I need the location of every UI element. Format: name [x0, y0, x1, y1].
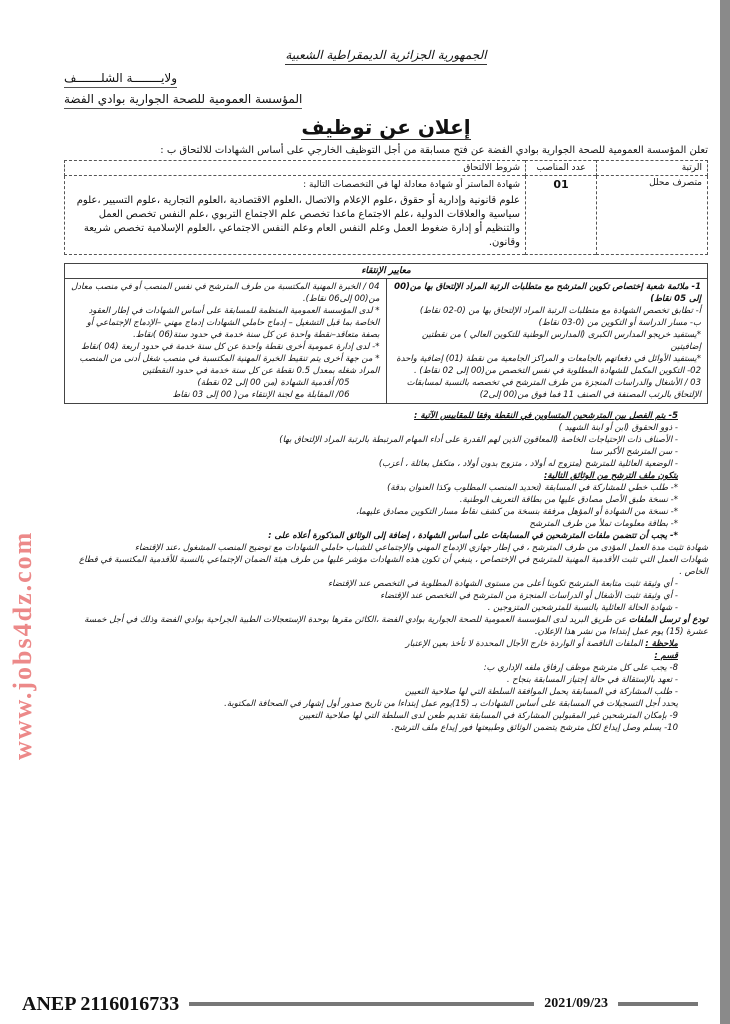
footer-rule — [618, 1002, 698, 1006]
jobs-table — [64, 160, 708, 255]
grade-cell: متصرف محلل — [597, 176, 708, 255]
criteria-item: *- لدى إدارة عمومية أخرى نقطة واحدة عن كل سنة خدمة في حدود اربعة (04 )نقاط — [81, 342, 380, 352]
section-label: قسم : — [654, 651, 678, 661]
criteria-item: ب- مسار الدراسة أو التكوين من (0-03 نقاط) — [538, 318, 701, 328]
page-title: إعلان عن توظيف — [301, 115, 471, 139]
criteria-item: الإلتحاق بالرتب المصنفة في الصنف 11 فما فوق من(00 إلى2) — [479, 390, 701, 400]
tiebreak-item: - الوضعية العائلية للمترشح (متزوج له أولاد ، متزوج بدون أولاد ، متكفل بعائلة ، أعزب) — [378, 459, 678, 469]
document-item: *- بطاقة معلومات تملأ من طرف المترشح — [529, 519, 678, 529]
footer-rule — [189, 1002, 534, 1006]
final-item: 8- يجب على كل مترشح موظف إرفاق ملفه الإداري ب: — [483, 663, 678, 673]
final-item: 10- يسلم وصل إيداع لكل مترشح يتضمن الوثائق وطبيعتها فور إيداع ملف الترشح. — [391, 723, 678, 733]
criteria-item: * من جهة أخرى يتم تنقيط الخبرة المهنية المكتسبة في منصب شغل أدنى من المنصب المراد شغله بمعدل 0.5 نقطة عن كل سنة خدمة في حدود النقطتين — [79, 354, 380, 376]
tiebreak-item: - سن المترشح الأكبر سنا — [590, 447, 678, 457]
additional-item: - شهادة الحالة العائلية بالنسبة للمترشحين المتزوجين . — [487, 603, 678, 613]
selection-criteria-box — [64, 263, 708, 404]
anep-reference: ANEP 2116016733 — [22, 992, 180, 1015]
conditions-cell — [65, 176, 526, 255]
tiebreak-title: 5- يتم الفصل بين المترشحين المتساوين في النقطة وفقا للمقاييس الآتية : — [414, 411, 678, 421]
announcement-body — [64, 410, 708, 734]
submission-paragraph — [64, 614, 708, 638]
criteria-item: 03 / الأشغال والدراسات المنجزة من طرف المترشح في تخصصه بالنسبة لمسابقات — [406, 378, 701, 388]
footer — [22, 982, 708, 1016]
conditions-intro: شهادة الماستر أو شهادة معادلة لها في التخصصات التالية : — [303, 180, 520, 190]
final-item: - طلب المشاركة في المسابقة يحمل الموافقة السلطة التي لها صلاحية التعيين — [404, 687, 678, 697]
note-line — [64, 638, 708, 650]
intro-text: تعلن المؤسسة العمومية للصحة الجوارية بوادي الفضة عن فتح مسابقة من أجل التوظيف الخارجي على أساس الشهادات للالتحاق ب : — [160, 145, 708, 156]
document-item: *- نسخة من الشهادة أو المؤهل مرفقة بنسخة من كشف نقاط مسار التكوين مصادق عليهما، — [355, 507, 678, 517]
criteria-right-column — [387, 279, 708, 403]
table-row — [65, 176, 708, 255]
col-grade: الرتبة — [597, 161, 708, 176]
criteria-title: معايير الإنتقاء — [65, 264, 707, 279]
criteria-item: 02- التكوين المكمل للشهادة المطلوبة في نفس التخصص من(00 إلى 02 نقاط) . — [414, 366, 701, 376]
document-header — [64, 48, 708, 144]
additional-item: شهادة تثبت مدة العمل المؤدى من طرف المترشح ، في إطار جهازي الإدماج المهني والإجتماعي للشباب حاملي الشهادات مع توضيح المنصب المشغول ،عند الإقتضاء — [134, 543, 708, 553]
final-item: - تعهد بالإستقالة في حالة إجتياز المسابقة بنجاح . — [506, 675, 678, 685]
criteria-item: 04 / الخبرة المهنية المكتسبة من طرف المترشح في نفس المنصب أو في منصب معادل من(00 إلى06 نقاط). — [71, 282, 380, 304]
republic-header: الجمهورية الجزائرية الديمقراطية الشعبية — [285, 48, 486, 65]
document-item: *- طلب خطي للمشاركة في المسابقة (تحديد المنصب المطلوب وكذا العنوان بدقة) — [387, 483, 678, 493]
note-text: الملفات الناقصة أو الواردة خارج الأجال المحددة لا تأخذ بعين الإعتبار — [405, 639, 643, 649]
final-item: يحدد أجل التسجيلات في المسابقة على أساس الشهادات بـ (15)يوم عمل إبتداءا من تاريخ صدور أول إشهار في الصحافة المكتوبة. — [224, 699, 678, 709]
note-label: ملاحظة : — [645, 639, 678, 649]
additional-item: - أي وثيقة تثبت الأشغال أو الدراسات المنجزة من المترشح في التخصص عند الإقتضاء — [380, 591, 678, 601]
final-item: 9- بإمكان المترشحين غير المقبولين المشاركة في المسابقة تقديم طعن لدى السلطة التي لها صلاحية التعيين — [298, 711, 678, 721]
watermark: www.jobs4dz.com — [8, 530, 37, 760]
additional-title: *- يجب أن تتضمن ملفات المترشحين في المسابقات على أساس الشهادة ، إضافة إلى الوثائق المذكورة أعلاه على : — [268, 531, 678, 541]
document-item: *- نسخة طبق الأصل مصادق عليها من بطاقة التعريف الوطنية. — [459, 495, 678, 505]
criteria-item: * لدى المؤسسة العمومية المنظمة للمسابقة على أساس الشهادات في إطار العقود الخاصة بما قبل التشغيل – إدماج حاملي الشهادات إدماج مهني –الإدماج الإجتماعي أو بصفة متعاقد–نقطة واحدة عن كل سنة خدمة في حدود ستة(06 )نقاط. — [86, 306, 380, 340]
criteria-item: 1- ملائمة شعبة إختصاص تكوين المترشح مع متطلبات الرتبة المراد الإلتحاق بها من(00 إلى 05 نقاط) — [394, 282, 701, 304]
posts-cell: 01 — [526, 176, 597, 255]
publication-date: 2021/09/23 — [544, 996, 608, 1011]
criteria-item: *يستفيد خريجو المدارس الكبرى (المدارس الوطنية للتكوين العالي ) من نقطتين إضافيتين — [421, 330, 701, 352]
additional-item: شهادات العمل التي تثبت الأقدمية المهنية للمترشح في الإختصاص ، ينبغي أن تكون هذه الشهادات مؤشر عليها من طرف هيئة الضمان الإجتماعي بالنسبة للأقدمية المكتسبة في قطاع الخاص . — [79, 555, 708, 577]
table-header-row — [65, 161, 708, 176]
documents-title: يتكون ملف الترشح من الوثائق التالية: — [543, 471, 678, 481]
criteria-item: أ- تطابق تخصص الشهادة مع متطلبات الرتبة المراد الإلتحاق بها من (0-02 نقاط) — [419, 306, 701, 316]
institution-header: المؤسسة العمومية للصحة الجوارية بوادي الفضة — [64, 92, 302, 109]
criteria-item: *يستفيد الأوائل في دفعاتهم بالجامعات و المراكز الجامعية من نقطة (01) إضافية واحدة — [396, 354, 701, 364]
col-posts: عدد المناصب — [526, 161, 597, 176]
wilaya-header: ولايــــــــة الشلـــــــف — [64, 71, 177, 88]
criteria-item: 05/ أقدمية الشهادة (من 00 إلى 02 نقطة) — [197, 378, 350, 388]
scan-edge-bar — [720, 0, 730, 1024]
tiebreak-item: - ذوو الحقوق (ابن أو ابنة الشهيد ) — [558, 423, 678, 433]
col-conditions: شروط الالتحاق — [65, 161, 526, 176]
submission-text: عن طريق البريد لدى المؤسسة العمومية للصحة الجوارية بوادي الفضة ،الكائن مقرها بوحدة الإستعجالات الطبية الجراحية بوادي الفضة وذلك في أجل خمسة عشرة (15) يوم عمل إبتداءا من نشر هذا الإعلان. — [84, 615, 708, 637]
conditions-text: علوم قانونية وإدارية أو حقوق ،علوم الإعلام والاتصال ،العلوم الاقتصادية ،العلوم التجارية ،علوم التسيير ،علوم سياسية والعلاقات الدولية ،علم الاجتماع ماعدا تخصص علم الاجتماع التربوي ،علم النفس تخصص العمل والتنظيم أو إدارة ضغوط العمل وعلم النفس العام وعلم النفس الاجتماعي ،العلوم الإسلامية تخصص شريعة وقانون. — [76, 195, 520, 248]
additional-item: - أي وثيقة تثبت متابعة المترشح تكوينا أعلى من مستوى الشهادة المطلوبة في التخصص عند الإقتضاء — [328, 579, 678, 589]
criteria-item: 06/ المقابلة مع لجنة الإنتقاء من( 00 إلى 03 نقاط — [172, 390, 350, 400]
submission-lead: تودع أو ترسل الملفات — [628, 615, 708, 625]
tiebreak-item: - الأصناف ذات الإحتياجات الخاصة (المعاقون الذين لهم القدرة على أداء المهام المرتبطة بالرتبة المراد الإلتحاق بها) — [279, 435, 678, 445]
criteria-left-column — [65, 279, 387, 403]
